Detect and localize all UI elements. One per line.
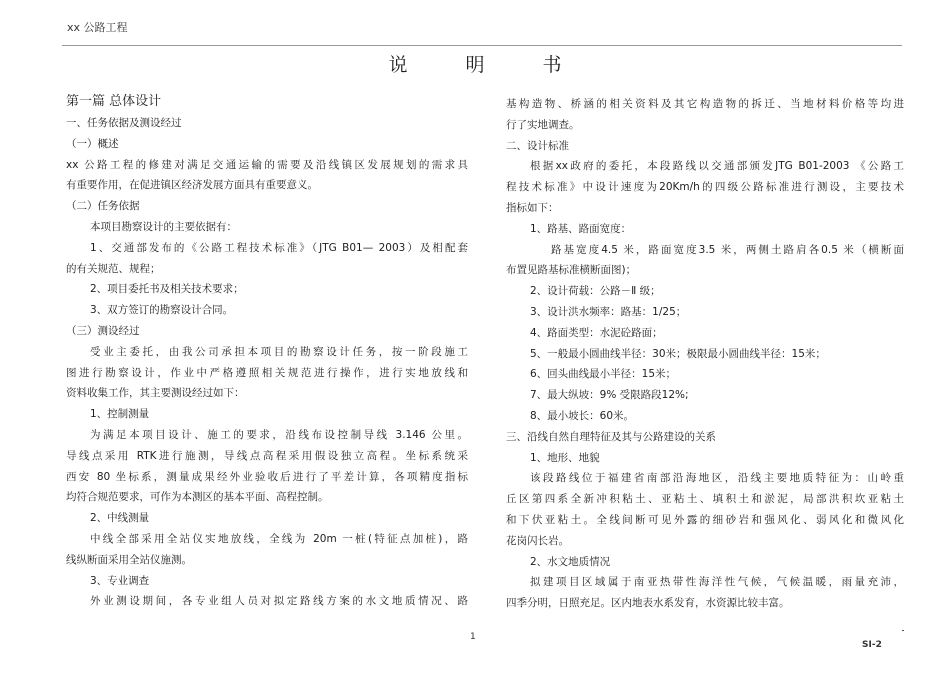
text-line: 二、设计标准 bbox=[506, 139, 569, 152]
text-line: 2、设计荷载：公路－Ⅱ 级； bbox=[530, 285, 661, 298]
footer-mark bbox=[902, 630, 904, 631]
text-line: 2、水文地质情况 bbox=[530, 555, 611, 568]
text-line: 3、设计洪水频率：路基：1/25； bbox=[530, 305, 687, 318]
text-line: 资料收集工作，其主要测设经过如下： bbox=[66, 387, 245, 400]
text-line: 程技术标准》中设计速度为20Km/h的四级公路标准进行测设，主要技术 bbox=[506, 181, 904, 194]
text-line: 中线全部采用全站仪实地放线，全线为 20m 一桩(特征点加桩)，路 bbox=[90, 532, 468, 545]
page-number: 1 bbox=[470, 632, 476, 642]
header-divider bbox=[62, 45, 902, 46]
text-line: 花岗闪长岩。 bbox=[506, 534, 569, 547]
text-line: 为满足本项目设计、施工的要求，沿线布设控制导线 3.146 公里。 bbox=[90, 428, 468, 441]
text-line: 布置见路基标准横断面图)； bbox=[506, 264, 637, 277]
right-column bbox=[506, 94, 904, 614]
header-project-name: xx 公路工程 bbox=[67, 21, 128, 34]
text-line: 拟建项目区域属于南亚热带性海洋性气候，气候温暖，雨量充沛， bbox=[530, 576, 904, 589]
text-line: 1、控制测量 bbox=[90, 408, 150, 421]
text-line: 3、双方签订的勘察设计合同。 bbox=[90, 304, 234, 317]
document-title: 说 明 书 bbox=[388, 54, 588, 76]
text-line: 1、交通部发布的《公路工程技术标准》（JTG B01— 2003）及相配套 bbox=[90, 241, 468, 254]
text-line: 四季分明，日照充足。区内地表水系发育，水资源比较丰富。 bbox=[506, 597, 790, 610]
text-line: 路基宽度4.5 米，路面宽度3.5 米，两侧土路肩各0.5 米（横断面 bbox=[551, 243, 904, 256]
text-line: （一）概述 bbox=[66, 137, 119, 150]
text-line: 6、回头曲线最小半径：15米； bbox=[530, 368, 677, 381]
text-line: 线纵断面采用全站仪施测。 bbox=[66, 553, 192, 566]
left-column bbox=[66, 91, 468, 612]
text-line: 行了实地调查。 bbox=[506, 118, 580, 131]
text-line: 导线点采用 RTK进行施测，导线点高程采用假设独立高程。坐标系统采 bbox=[66, 449, 468, 462]
text-line: 2、项目委托书及相关技术要求； bbox=[90, 283, 244, 296]
text-line: 西安 80 坐标系，测量成果经外业验收后进行了平差计算，各项精度指标 bbox=[66, 470, 468, 483]
text-line: 4、路面类型：水泥砼路面； bbox=[530, 326, 663, 339]
text-line: 1、路基、路面宽度： bbox=[530, 222, 632, 235]
text-line: （三）测设经过 bbox=[66, 324, 140, 337]
text-line: 根据xx政府的委托，本段路线以交通部颁发JTG B01-2003 《公路工 bbox=[530, 160, 904, 173]
text-line: 外业测设期间，各专业组人员对拟定路线方案的水文地质情况、路 bbox=[90, 595, 468, 608]
text-line: 8、最小坡长：60米。 bbox=[530, 409, 635, 422]
text-line: 图进行勘察设计，作业中严格遵照相关规范进行操作，进行实地放线和 bbox=[66, 366, 468, 379]
text-line: 1、地形、地貌 bbox=[530, 451, 600, 464]
text-line: 7、最大纵坡：9% 受限路段12%; bbox=[530, 389, 689, 402]
text-line: （二）任务依据 bbox=[66, 200, 140, 213]
text-line: 丘区第四系全新冲积粘土、亚粘土、填积土和淤泥，局部洪积坎亚粘土 bbox=[506, 493, 904, 506]
text-line: 的有关规范、规程； bbox=[66, 262, 161, 275]
text-line: 基构造物、桥涵的相关资料及其它构造物的拆迁、当地材料价格等均进 bbox=[506, 98, 904, 110]
text-line: 有重要作用，在促进镇区经济发展方面具有重要意义。 bbox=[66, 179, 318, 192]
text-line: 2、中线测量 bbox=[90, 512, 150, 525]
text-line: 受业主委托，由我公司承担本项目的勘察设计任务，按一阶段施工 bbox=[90, 345, 468, 358]
text-line: 本项目勘察设计的主要依据有： bbox=[90, 220, 237, 233]
text-line: 该段路线位于福建省南部沿海地区，沿线主要地质特征为：山岭重 bbox=[530, 472, 904, 485]
text-line: 三、沿线自然自理特征及其与公路建设的关系 bbox=[506, 430, 716, 443]
section-heading: 第一篇 总体设计 bbox=[66, 94, 162, 109]
text-line: 和下伏亚粘土。全线间断可见外露的细砂岩和强风化、弱风化和微风化 bbox=[506, 513, 904, 526]
text-line: 指标如下： bbox=[506, 201, 559, 214]
text-line: xx 公路工程的修建对满足交通运输的需要及沿线镇区发展规划的需求具 bbox=[66, 158, 468, 171]
text-line: 3、专业调查 bbox=[90, 574, 150, 587]
text-line: 均符合规范要求，可作为本测区的基本平面、高程控制。 bbox=[66, 491, 329, 504]
text-line: 一、任务依据及测设经过 bbox=[66, 117, 182, 129]
text-line: 5、一般最小圆曲线半径：30米；极限最小圆曲线半径：15米； bbox=[530, 347, 826, 360]
page-code: SⅠ-2 bbox=[862, 640, 882, 650]
